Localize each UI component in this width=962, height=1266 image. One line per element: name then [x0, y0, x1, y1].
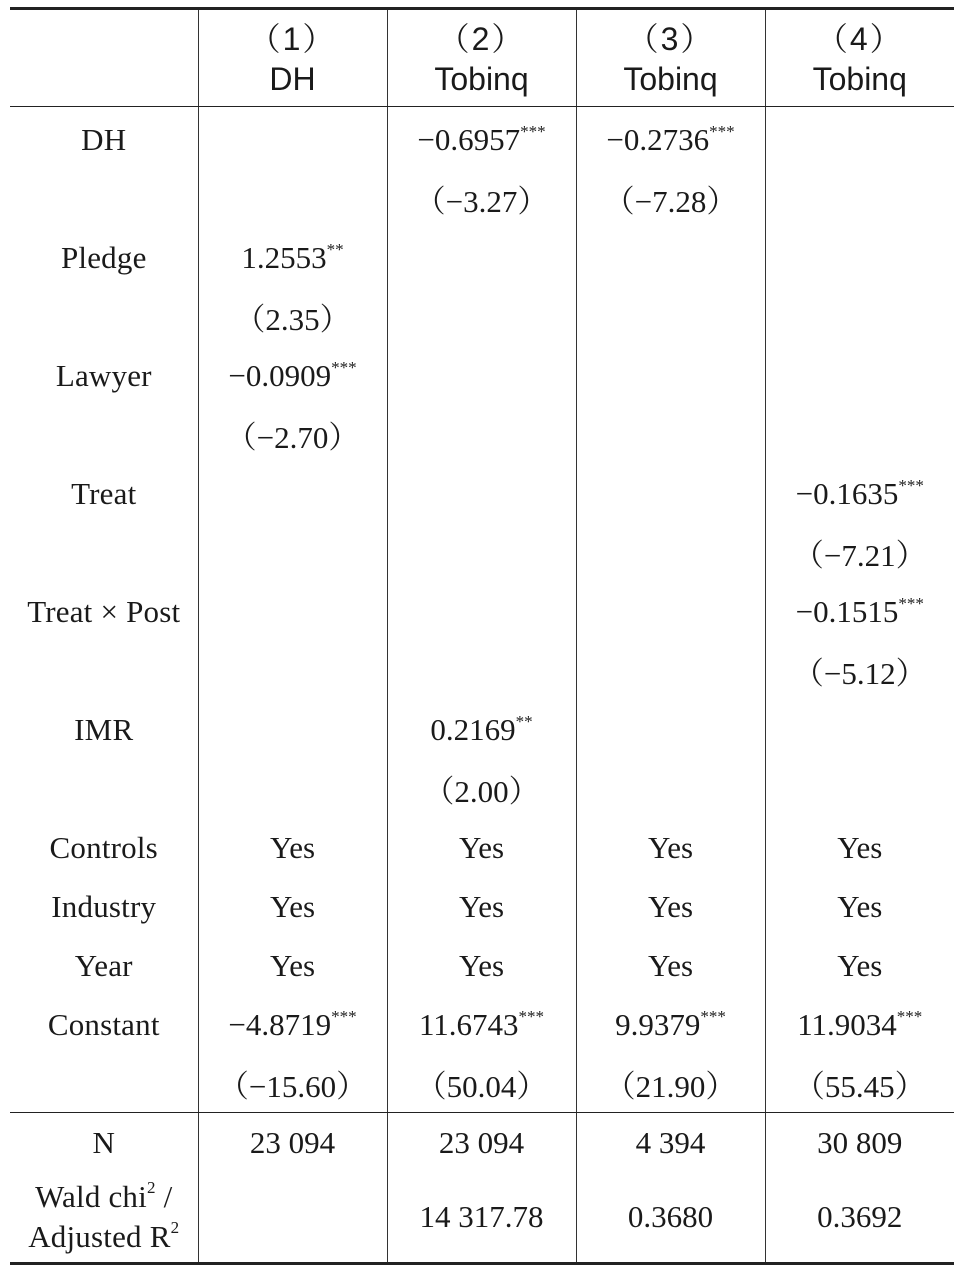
tstat-cell: （50.04）	[387, 1054, 576, 1113]
tstat-cell: （2.00）	[387, 759, 576, 818]
row-label-empty	[10, 405, 198, 464]
col-number: （4）	[815, 21, 904, 57]
tstat-cell: （21.90）	[576, 1054, 765, 1113]
stat-cell: 0.3680	[576, 1172, 765, 1264]
stat-cell	[198, 1172, 387, 1264]
wald-label: Wald chi$^2$ /	[35, 1178, 173, 1214]
tstat-cell	[387, 523, 576, 582]
coef-cell: −0.1515***	[765, 582, 954, 641]
tstat-cell	[387, 405, 576, 464]
tstat-row-imr	[10, 759, 954, 818]
stat-row-n	[10, 1113, 954, 1173]
coef-cell: −0.1635***	[765, 464, 954, 523]
coef-cell	[387, 228, 576, 287]
tstat-cell	[198, 759, 387, 818]
col-number: （2）	[437, 21, 526, 57]
stat-cell: 0.3692	[765, 1172, 954, 1264]
tstat-cell	[576, 287, 765, 346]
coef-cell	[576, 346, 765, 405]
tstat-cell	[198, 641, 387, 700]
coef-row-dh	[10, 107, 954, 170]
coef-cell: −0.6957***	[387, 107, 576, 170]
tstat-row-pledge	[10, 287, 954, 346]
coef-cell	[198, 464, 387, 523]
tstat-row-treat	[10, 523, 954, 582]
row-label-empty	[10, 523, 198, 582]
coef-cell	[765, 228, 954, 287]
tstat-cell	[576, 641, 765, 700]
coef-cell: −0.2736***	[576, 107, 765, 170]
tstat-cell: （−7.21）	[765, 523, 954, 582]
control-cell: Yes	[387, 818, 576, 877]
regression-table	[10, 7, 954, 1265]
control-cell: Yes	[765, 936, 954, 995]
coef-cell	[765, 346, 954, 405]
row-label: Treat	[71, 475, 137, 511]
coef-row-imr	[10, 700, 954, 759]
coef-cell: 0.2169**	[387, 700, 576, 759]
tstat-cell	[576, 759, 765, 818]
control-cell: Yes	[198, 818, 387, 877]
coef-cell: 11.6743***	[387, 995, 576, 1054]
coef-cell	[387, 464, 576, 523]
tstat-cell	[198, 169, 387, 228]
coef-cell	[765, 107, 954, 170]
row-label: IMR	[74, 711, 134, 747]
tstat-cell	[765, 759, 954, 818]
control-cell: Yes	[765, 818, 954, 877]
tstat-cell: （−2.70）	[198, 405, 387, 464]
tstat-cell	[765, 169, 954, 228]
header-blank-cell	[10, 9, 198, 107]
col-dependent-var: DH	[269, 61, 316, 97]
tstat-row-treat-post	[10, 641, 954, 700]
coef-cell: 1.2553**	[198, 228, 387, 287]
col-dependent-var: Tobinq	[623, 61, 718, 97]
coef-cell	[576, 700, 765, 759]
coef-cell	[387, 582, 576, 641]
control-cell: Yes	[198, 877, 387, 936]
row-label-empty	[10, 759, 198, 818]
coef-cell	[576, 464, 765, 523]
header-col-3	[576, 9, 765, 107]
control-cell: Yes	[765, 877, 954, 936]
col-number: （3）	[626, 21, 715, 57]
tstat-cell	[765, 405, 954, 464]
row-label: N	[92, 1124, 116, 1160]
coef-cell	[198, 582, 387, 641]
tstat-cell: （2.35）	[198, 287, 387, 346]
adjusted-r2-label: Adjusted $R^2$	[28, 1218, 180, 1254]
control-cell: Yes	[198, 936, 387, 995]
row-label: Pledge	[60, 239, 147, 275]
coef-cell	[198, 700, 387, 759]
coef-row-treat	[10, 464, 954, 523]
tstat-cell	[576, 523, 765, 582]
control-cell: Yes	[576, 877, 765, 936]
coef-row-pledge	[10, 228, 954, 287]
coef-row-constant	[10, 995, 954, 1054]
control-row-industry	[10, 877, 954, 936]
stat-row-fit	[10, 1172, 954, 1264]
col-dependent-var: Tobinq	[812, 61, 907, 97]
tstat-cell: （−3.27）	[387, 169, 576, 228]
tstat-cell	[387, 641, 576, 700]
header-row	[10, 9, 954, 107]
stat-cell: 30 809	[765, 1113, 954, 1173]
coef-cell: 11.9034***	[765, 995, 954, 1054]
row-label: Treat × Post	[27, 593, 181, 629]
control-row-year	[10, 936, 954, 995]
tstat-cell	[576, 405, 765, 464]
row-label-empty	[10, 169, 198, 228]
control-row-controls	[10, 818, 954, 877]
row-label-fit	[10, 1172, 198, 1264]
col-dependent-var: Tobinq	[434, 61, 529, 97]
col-number: （1）	[248, 21, 337, 57]
coef-cell: 9.9379***	[576, 995, 765, 1054]
stat-cell: 14 317.78	[387, 1172, 576, 1264]
coef-cell	[576, 582, 765, 641]
control-cell: Yes	[576, 818, 765, 877]
row-label-empty	[10, 287, 198, 346]
row-label: Constant	[47, 1006, 160, 1042]
control-cell: Yes	[576, 936, 765, 995]
coef-cell	[198, 107, 387, 170]
tstat-row-constant	[10, 1054, 954, 1113]
tstat-row-lawyer	[10, 405, 954, 464]
tstat-cell: （−7.28）	[576, 169, 765, 228]
header-col-4	[765, 9, 954, 107]
tstat-cell: （55.45）	[765, 1054, 954, 1113]
coef-row-lawyer	[10, 346, 954, 405]
stat-cell: 23 094	[198, 1113, 387, 1173]
row-label: Lawyer	[55, 357, 152, 393]
coef-cell	[576, 228, 765, 287]
coef-cell: −4.8719***	[198, 995, 387, 1054]
control-cell: Yes	[387, 936, 576, 995]
control-cell: Yes	[387, 877, 576, 936]
header-col-1	[198, 9, 387, 107]
coef-cell: −0.0909***	[198, 346, 387, 405]
tstat-cell: （−15.60）	[198, 1054, 387, 1113]
tstat-cell: （−5.12）	[765, 641, 954, 700]
tstat-row-dh	[10, 169, 954, 228]
stat-cell: 4 394	[576, 1113, 765, 1173]
row-label-empty	[10, 1054, 198, 1113]
row-label: Controls	[49, 829, 158, 865]
row-label-empty	[10, 641, 198, 700]
header-col-2	[387, 9, 576, 107]
row-label: Year	[74, 947, 133, 983]
row-label: DH	[81, 121, 127, 157]
tstat-cell	[198, 523, 387, 582]
coef-row-treat-post	[10, 582, 954, 641]
coef-cell	[387, 346, 576, 405]
stat-cell: 23 094	[387, 1113, 576, 1173]
tstat-cell	[765, 287, 954, 346]
coef-cell	[765, 700, 954, 759]
tstat-cell	[387, 287, 576, 346]
row-label: Industry	[51, 888, 157, 924]
